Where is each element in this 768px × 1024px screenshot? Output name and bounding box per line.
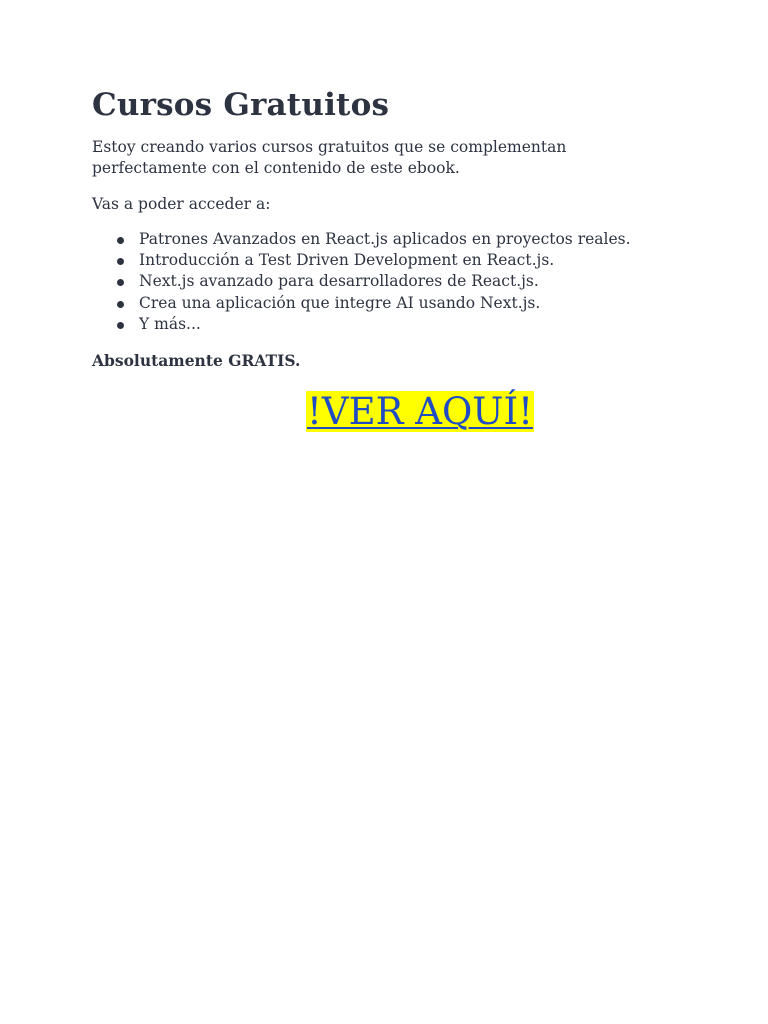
list-item: [92, 271, 676, 292]
bullet-icon: [117, 258, 124, 265]
list-item-label: Y más...: [139, 314, 201, 333]
list-item: [92, 293, 676, 314]
list-item-label: Patrones Avanzados en React.js aplicados en proyectos reales.: [139, 230, 631, 248]
intro-paragraph: Estoy creando varios cursos gratuitos que se complementan perfectamente con el contenido de este ebook.: [92, 138, 567, 177]
list-item: [92, 229, 676, 250]
bullet-icon: [117, 237, 124, 244]
ver-aqui-link[interactable]: !VER AQUÍ!: [307, 390, 533, 433]
course-list: [92, 229, 676, 335]
list-item-label: Next.js avanzado para desarrolladores de React.js.: [139, 272, 539, 291]
list-item-label: Introducción a Test Driven Development en React.js.: [139, 251, 555, 270]
list-item-label: Crea una aplicación que integre AI usando Next.js.: [139, 293, 541, 312]
bullet-icon: [117, 279, 124, 286]
free-note: Absolutamente GRATIS.: [92, 351, 301, 371]
page-title: Cursos Gratuitos: [92, 87, 390, 123]
cta-container: [306, 391, 534, 432]
bullet-icon: [117, 301, 124, 308]
bullet-icon: [117, 322, 124, 329]
list-item: [92, 250, 676, 271]
list-item: [92, 314, 676, 335]
lead-text: Vas a poder acceder a:: [92, 195, 271, 213]
